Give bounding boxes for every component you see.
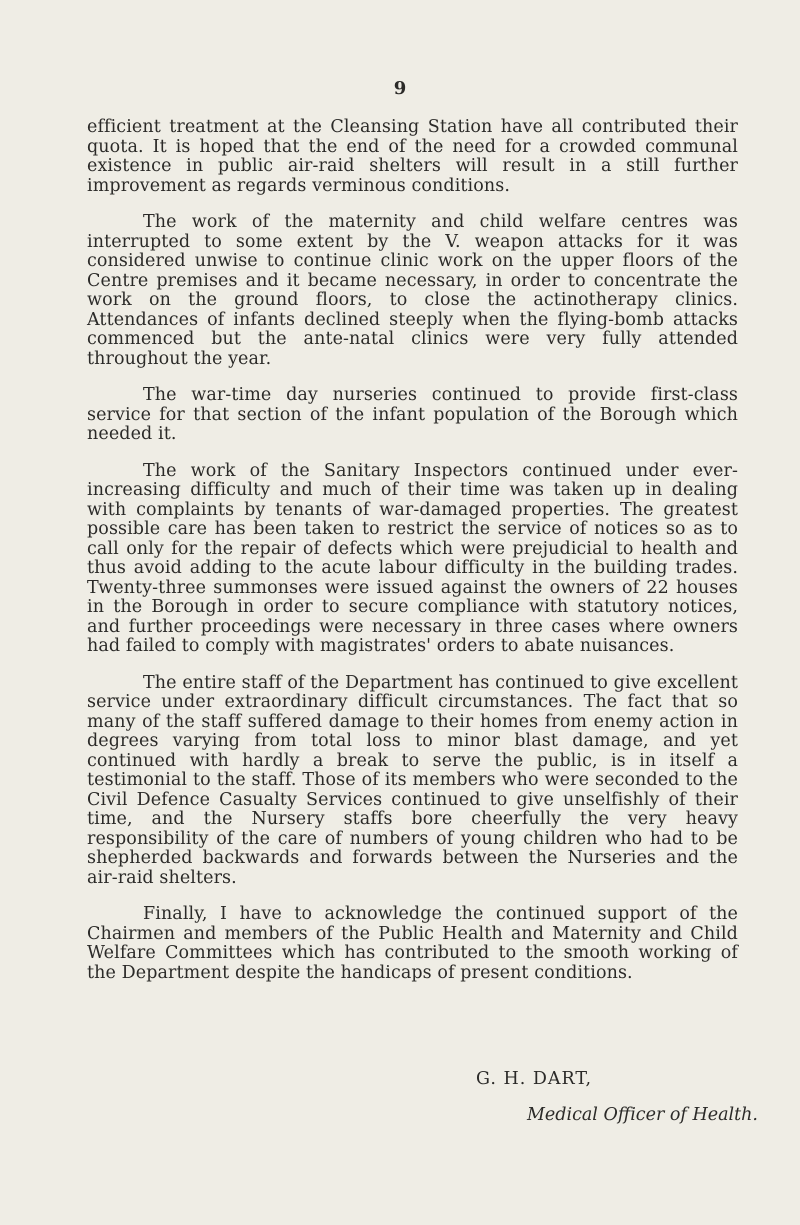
paragraph-cleansing-station: efficient treatment at the Cleansing Station have all contributed their quota. It is hoped that the end of the need for a crowded communal existence in public air-raid shelters will result in a still further improvement as regards verminous conditions. bbox=[87, 117, 738, 196]
paragraph-department-staff: The entire staff of the Department has continued to give excellent service under extraordinary difficult circumstances. The fact that so many of the staff suffered damage to their homes from enemy action in degrees varying from total loss to minor blast damage, and yet continued with hardly a break to serve the public, is in itself a testimonial to the staff. Those of its members who were seconded to the Civil Defence Casualty Services continued to give unselfishly of their time, and the Nursery staffs bore cheerfully the very heavy responsibility of the care of numbers of young children who had to be shepherded backwards and forwards between the Nurseries and the air-raid shelters. bbox=[87, 672, 738, 888]
paragraph-day-nurseries: The war-time day nurseries continued to provide first-class service for that section of the infant population of the Borough which needed it. bbox=[87, 385, 738, 444]
paragraph-sanitary-inspectors: The work of the Sanitary Inspectors continued under ever-increasing difficulty and much of their time was taken up in dealing with complaints by tenants of war-damaged properties. The greatest possible care has been taken to restrict the service of notices so as to call only for the repair of defects which were prejudicial to health and thus avoid adding to the acute labour difficulty in the building trades. Twenty-three summonses were issued against the owners of 22 houses in the Borough in order to secure compliance with statutory notices, and further proceedings were necessary in three cases where owners had failed to comply with magistrates' orders to abate nuisances. bbox=[87, 460, 738, 656]
paragraph-acknowledgement: Finally, I have to acknowledge the continued support of the Chairmen and members of the Public Health and Maternity and Child Welfare Committees which has contributed to the smooth working of the Department despite the handicaps of present conditions. bbox=[87, 904, 738, 983]
signature-name: G. H. DART, bbox=[476, 1069, 593, 1089]
signature-title: Medical Officer of Health. bbox=[527, 1105, 758, 1125]
paragraph-maternity-welfare: The work of the maternity and child welfare centres was interrupted to some extent by the V. weapon attacks for it was considered unwise to continue clinic work on the upper floors of the Centre premises and it became necessary, in order to concentrate the work on the ground floors, to close the actinotherapy clinics. Attendances of infants declined steeply when the flying-bomb attacks commenced but the ante-natal clinics were very fully attended throughout the year. bbox=[87, 212, 738, 369]
page-number: 9 bbox=[393, 78, 407, 99]
body-text bbox=[87, 118, 738, 983]
